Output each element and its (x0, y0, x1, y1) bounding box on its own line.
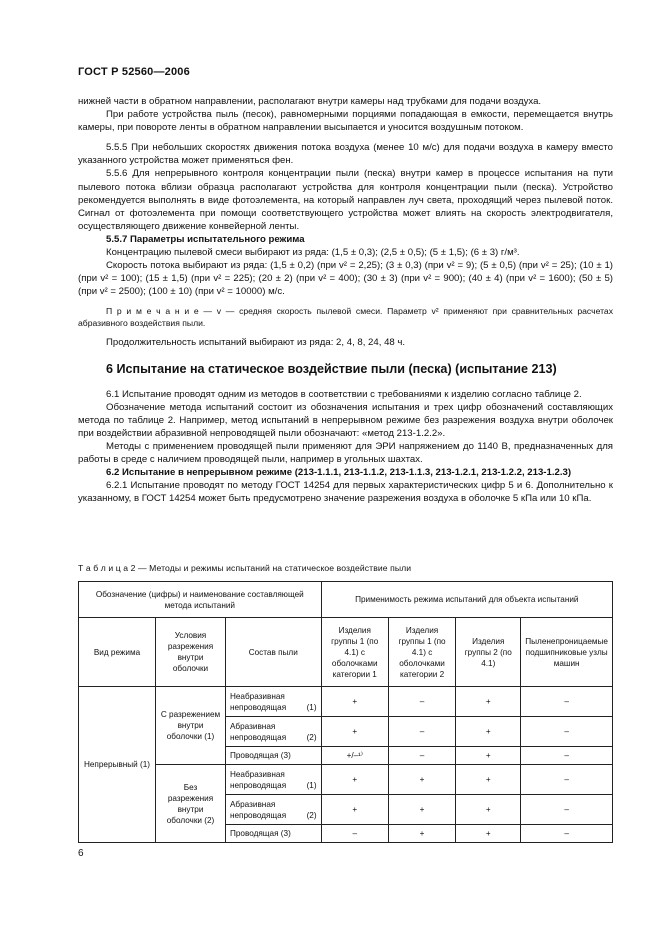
value-cell: + (456, 765, 521, 795)
value-cell: + (321, 765, 388, 795)
paragraph: При работе устройства пыль (песок), равномерными порциями попадающая в емкости, перемещается внутрь камеры, при повороте ленты в обратном направлении высыпается и уносится воздушным потоком. (78, 109, 613, 134)
value-cell: – (521, 825, 613, 843)
section-heading-6: 6 Испытание на статическое воздействие пыли (песка) (испытание 213) (106, 361, 557, 376)
condition-cell: Без разрежения внутри оболочки (2) (156, 765, 226, 843)
dust-cell: Неабразивная непроводящая (1) (225, 765, 321, 795)
condition-cell: С разрежением внутри оболочки (1) (156, 687, 226, 765)
subheading-5-5-7: 5.5.7 Параметры испытательного режима (106, 233, 305, 245)
col-header-condition: Условия разрежения внутри оболочки (156, 618, 226, 687)
col-header-b: Изделия группы 1 (по 4.1) с оболочками категории 2 (388, 618, 455, 687)
dust-cell: Проводящая (3) (225, 747, 321, 765)
paragraph-6-2-1: 6.2.1 Испытание проводят по методу ГОСТ 14254 для первых характеристических цифр 5 и 6. Дополнительно к указанному, в ГОСТ 14254 может быть предусмотрено значение разрежения воздуха в оболочке 5 кПа или 10 кПа. (78, 480, 613, 505)
paragraph-5-5-5: 5.5.5 При небольших скоростях движения потока воздуха (менее 10 м/с) для подачи воздуха в камеру вместо указанного устройства может применяться фен. (78, 142, 613, 167)
group-header-right: Применимость режима испытаний для объекта испытаний (321, 582, 612, 618)
col-header-dust: Состав пыли (225, 618, 321, 687)
value-cell: – (321, 825, 388, 843)
value-cell: + (456, 795, 521, 825)
dust-cell: Абразивная непроводящая (2) (225, 795, 321, 825)
col-header-c: Изделия группы 2 (по 4.1) (456, 618, 521, 687)
dust-cell: Неабразивная непроводящая (1) (225, 687, 321, 717)
dust-cell: Абразивная непроводящая (2) (225, 717, 321, 747)
paragraph: нижней части в обратном направлении, располагают внутри камеры над трубками для подачи воздуха. (78, 96, 542, 107)
value-cell: – (521, 765, 613, 795)
value-cell: – (521, 747, 613, 765)
paragraph-6-1: 6.1 Испытание проводят одним из методов в соответствии с требованиями к изделию согласно таблице 2. (106, 388, 582, 400)
value-cell: + (388, 795, 455, 825)
note: П р и м е ч а н и е — v — средняя скорость пылевой смеси. Параметр v² применяют при сравнительных расчетах абразивного воздействия пыли. (78, 306, 613, 329)
value-cell: + (456, 687, 521, 717)
mode-cell: Непрерывный (1) (79, 687, 156, 843)
value-cell: – (521, 795, 613, 825)
value-cell: + (456, 825, 521, 843)
paragraph: Концентрацию пылевой смеси выбирают из ряда: (1,5 ± 0,3); (2,5 ± 0,5); (5 ± 1,5); (6 ± 3) г/м³. (106, 247, 520, 259)
value-cell: + (388, 765, 455, 795)
value-cell: + (456, 717, 521, 747)
table-caption: Т а б л и ц а 2 — Методы и режимы испытаний на статическое воздействие пыли (78, 563, 412, 573)
value-cell: – (388, 717, 455, 747)
value-cell: – (388, 687, 455, 717)
paragraph: Обозначение метода испытаний состоит из обозначения испытания и трех цифр обозначений составляющих метода по таблице 2. Например, метод испытаний в непрерывном режиме без разрежения воздуха внутри оболочек при воздействии абразивной непроводящей пыли обозначают: «метод 213-1.2.2». (78, 401, 613, 439)
col-header-a: Изделия группы 1 (по 4.1) с оболочками категории 1 (321, 618, 388, 687)
value-cell: – (388, 747, 455, 765)
page-header: ГОСТ Р 52560—2006 (78, 66, 190, 78)
value-cell: +/–¹⁾ (321, 747, 388, 765)
value-cell: + (321, 795, 388, 825)
paragraph-5-5-6: 5.5.6 Для непрерывного контроля концентрации пыли (песка) внутри камер в процессе испытания на пути пылевого потока вблизи образца располагают устройства для контроля концентрации пыли (песка). Устройство рекомендуется выполнять в виде фотоэлемента, на который направлен луч света, проходящий через пылевой поток. Сигнал от фотоэлемента при помощи соответствующего устройства может влиять на скорость электродвигателя, осуществляющего движение конвейерной ленты. (78, 168, 613, 232)
group-header-left: Обозначение (цифры) и наименование составляющей метода испытаний (79, 582, 322, 618)
dust-cell: Проводящая (3) (225, 825, 321, 843)
value-cell: + (321, 717, 388, 747)
paragraph: Продолжительность испытаний выбирают из ряда: 2, 4, 8, 24, 48 ч. (106, 337, 406, 349)
document-body (78, 95, 613, 505)
col-header-d: Пыленепроницаемые подшипниковые узлы машин (521, 618, 613, 687)
methods-table (78, 581, 613, 843)
paragraph: Методы с применением проводящей пыли применяют для ЭРИ напряжением до 1140 В, предназначенных для работы в среде с наличием проводящей пыли, например в угольных шахтах. (78, 440, 613, 465)
value-cell: + (388, 825, 455, 843)
value-cell: + (321, 687, 388, 717)
col-header-mode: Вид режима (79, 618, 156, 687)
value-cell: – (521, 687, 613, 717)
subheading-6-2: 6.2 Испытание в непрерывном режиме (213-1.1.1, 213-1.1.2, 213-1.1.3, 213-1.2.1, 213-1.2.2, 213-1.2.3) (106, 467, 572, 479)
paragraph: Скорость потока выбирают из ряда: (1,5 ± 0,2) (при v² = 2,25); (3 ± 0,3) (при v² = 9); (5 ± 0,5) (при v² = 25); (10 ± 1) (при v² = 100); (15 ± 1,5) (при v² = 225); (20 ± 2) (при v² = 400); (30 ± 3) (при v² = 900); (40 ± 4) (при v² = 1600); (50 ± 5) (при v² = 2500); (100 ± 10) (при v² = 10000) м/с. (78, 260, 613, 298)
value-cell: + (456, 747, 521, 765)
page-number: 6 (78, 848, 84, 859)
value-cell: – (521, 717, 613, 747)
